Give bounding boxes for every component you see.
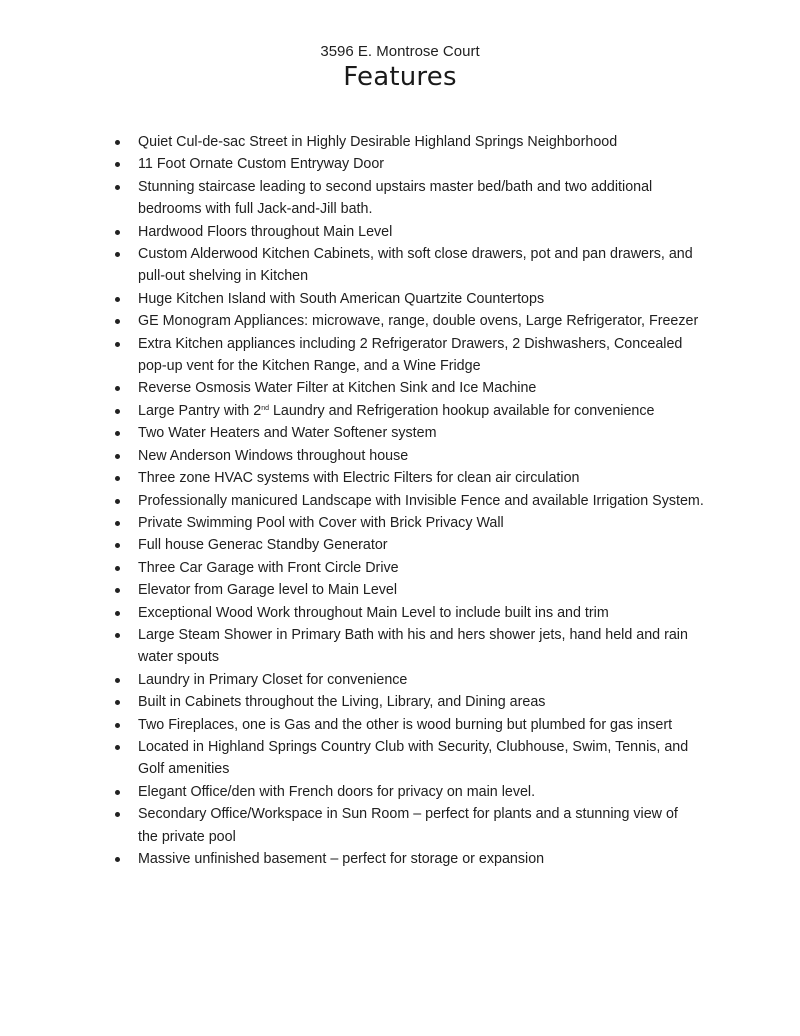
feature-text: [138, 153, 718, 175]
feature-text: [138, 826, 718, 848]
feature-text: [138, 512, 718, 534]
feature-text-segment: Golf amenities: [138, 761, 230, 778]
bullet-icon: [115, 342, 120, 347]
feature-text-segment: Professionally manicured Landscape with Invisible Fence and available Irrigation System.: [138, 492, 704, 509]
feature-text-segment: bedrooms with full Jack-and-Jill bath.: [138, 201, 373, 218]
bullet-icon: [115, 588, 120, 593]
bullet-icon: [115, 230, 120, 235]
bullet-icon: [115, 140, 120, 145]
feature-item: [0, 803, 718, 848]
feature-text-segment: Quiet Cul-de-sac Street in Highly Desirable Highland Springs Neighborhood: [138, 134, 618, 150]
feature-item: [0, 131, 718, 153]
feature-text: [138, 265, 718, 287]
feature-item: [0, 691, 718, 713]
feature-text: [138, 736, 718, 758]
feature-item: [0, 669, 718, 691]
feature-text-segment: Large Steam Shower in Primary Bath with his and hers shower jets, hand held and rain: [138, 626, 688, 643]
feature-item: [0, 736, 718, 781]
feature-item: [0, 534, 718, 556]
feature-text: [138, 400, 718, 422]
feature-text-segment: GE Monogram Appliances: microwave, range, double ovens, Large Refrigerator, Freezer: [138, 313, 699, 330]
feature-text: [138, 221, 718, 243]
ordinal-superscript: nd: [261, 404, 269, 412]
feature-text-segment: Laundry in Primary Closet for convenience: [138, 671, 408, 688]
feature-text: [138, 714, 718, 736]
feature-text-segment: Stunning staircase leading to second upstairs master bed/bath and two additional: [138, 178, 653, 195]
feature-text-segment: the private pool: [138, 828, 236, 845]
bullet-icon: [115, 566, 120, 571]
feature-text-segment: Three zone HVAC systems with Electric Filters for clean air circulation: [138, 470, 580, 487]
feature-text: [138, 691, 718, 713]
feature-text-segment: Massive unfinished basement – perfect for storage or expansion: [138, 851, 545, 867]
feature-text: [138, 758, 718, 780]
feature-text: [138, 243, 718, 265]
bullet-icon: [115, 521, 120, 526]
feature-item: [0, 400, 718, 422]
feature-text-segment: Built in Cabinets throughout the Living, Library, and Dining areas: [138, 694, 546, 711]
property-address: 3596 E. Montrose Court: [320, 43, 480, 60]
bullet-icon: [115, 476, 120, 481]
bullet-icon: [115, 812, 120, 817]
feature-text: [138, 198, 718, 220]
feature-text: [138, 333, 718, 355]
bullet-icon: [115, 499, 120, 504]
feature-text: [138, 602, 718, 624]
bullet-icon: [115, 678, 120, 683]
feature-text-segment: Two Fireplaces, one is Gas and the other is wood burning but plumbed for gas insert: [138, 716, 673, 733]
feature-text: [138, 377, 718, 399]
feature-text: [138, 445, 718, 467]
feature-item: [0, 781, 718, 803]
feature-text-segment: Full house Generac Standby Generator: [138, 537, 388, 554]
feature-text: [138, 131, 718, 153]
bullet-icon: [115, 700, 120, 705]
feature-text: [138, 490, 718, 512]
features-list: [0, 131, 800, 870]
feature-text-segment: Extra Kitchen appliances including 2 Refrigerator Drawers, 2 Dishwashers, Concealed: [138, 335, 683, 352]
feature-text-segment: Private Swimming Pool with Cover with Brick Privacy Wall: [138, 514, 504, 531]
feature-item: [0, 445, 718, 467]
feature-text-segment: Reverse Osmosis Water Filter at Kitchen Sink and Ice Machine: [138, 380, 537, 397]
feature-text: [138, 422, 718, 444]
feature-text-segment: Large Pantry with 2: [138, 402, 262, 419]
feature-item: [0, 221, 718, 243]
feature-text: [138, 848, 718, 870]
feature-item: [0, 310, 718, 332]
feature-text-segment: water spouts: [138, 649, 220, 666]
bullet-icon: [115, 252, 120, 257]
bullet-icon: [115, 543, 120, 548]
feature-text: [138, 310, 718, 332]
feature-text-segment: Hardwood Floors throughout Main Level: [138, 223, 393, 240]
feature-text-segment: Secondary Office/Workspace in Sun Room – perfect for plants and a stunning view of: [138, 806, 678, 823]
feature-text: [138, 288, 718, 310]
bullet-icon: [115, 409, 120, 414]
feature-item: [0, 512, 718, 534]
feature-text: [138, 781, 718, 803]
feature-text: [138, 534, 718, 556]
feature-text-segment: pull-out shelving in Kitchen: [138, 268, 309, 285]
feature-text-segment: Two Water Heaters and Water Softener system: [138, 425, 437, 442]
feature-text-segment: Three Car Garage with Front Circle Drive: [138, 559, 399, 576]
bullet-icon: [115, 745, 120, 750]
bullet-icon: [115, 790, 120, 795]
feature-text: [138, 557, 718, 579]
feature-item: [0, 557, 718, 579]
feature-text-segment: New Anderson Windows throughout house: [138, 447, 409, 464]
feature-item: [0, 176, 718, 221]
feature-text-segment: Located in Highland Springs Country Club with Security, Clubhouse, Swim, Tennis, and: [138, 738, 689, 755]
bullet-icon: [115, 633, 120, 638]
feature-item: [0, 422, 718, 444]
bullet-icon: [115, 162, 120, 167]
bullet-icon: [115, 857, 120, 862]
feature-item: [0, 714, 718, 736]
bullet-icon: [115, 319, 120, 324]
feature-item: [0, 467, 718, 489]
feature-item: [0, 288, 718, 310]
page-title: Features: [343, 62, 457, 92]
feature-text-segment: pop-up vent for the Kitchen Range, and a Wine Fridge: [138, 358, 481, 375]
feature-item: [0, 333, 718, 378]
feature-text-segment: Elevator from Garage level to Main Level: [138, 582, 398, 599]
feature-text: [138, 355, 718, 377]
bullet-icon: [115, 431, 120, 436]
feature-item: [0, 624, 718, 669]
feature-text: [138, 646, 718, 668]
feature-item: [0, 243, 718, 288]
feature-item: [0, 848, 718, 870]
feature-item: [0, 579, 718, 601]
feature-text: [138, 803, 718, 825]
feature-text-segment: 11 Foot Ornate Custom Entryway Door: [138, 156, 385, 173]
feature-item: [0, 602, 718, 624]
feature-text-segment: Laundry and Refrigeration hookup available for convenience: [268, 402, 655, 419]
feature-text: [138, 176, 718, 198]
feature-text-segment: Custom Alderwood Kitchen Cabinets, with soft close drawers, pot and pan drawers, and: [138, 246, 693, 263]
feature-text-segment: Elegant Office/den with French doors for privacy on main level.: [138, 783, 536, 800]
feature-item: [0, 377, 718, 399]
feature-text: [138, 467, 718, 489]
feature-item: [0, 490, 718, 512]
bullet-icon: [115, 611, 120, 616]
bullet-icon: [115, 386, 120, 391]
feature-text: [138, 579, 718, 601]
bullet-icon: [115, 454, 120, 459]
bullet-icon: [115, 185, 120, 190]
bullet-icon: [115, 723, 120, 728]
feature-text: [138, 669, 718, 691]
feature-text: [138, 624, 718, 646]
feature-text-segment: Exceptional Wood Work throughout Main Level to include built ins and trim: [138, 604, 609, 621]
feature-item: [0, 153, 718, 175]
feature-text-segment: Huge Kitchen Island with South American Quartzite Countertops: [138, 290, 545, 307]
bullet-icon: [115, 297, 120, 302]
